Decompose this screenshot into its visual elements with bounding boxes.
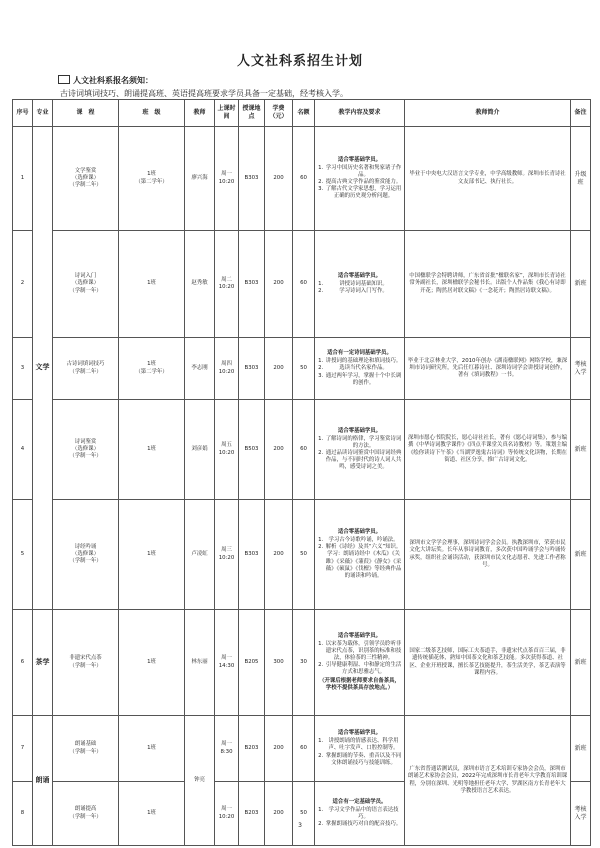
table-row — [13, 610, 591, 716]
cell-fee: 200 — [265, 400, 293, 500]
table-row — [13, 338, 591, 400]
cell-room: B203 — [239, 716, 265, 782]
cell-remark: 考核入学 — [571, 338, 591, 400]
cell-room: B203 — [239, 782, 265, 846]
cell-intro: 广东省普通话测试员，深圳市语言艺术培训专家协会会员，深圳市朗诵艺术家协会会员，2022年完成深圳市长青老年大学教育培训课程，分别在深圳、光明等地担任老年大学、罗湖区南方长青老年大学教授语言艺术表达。 — [405, 716, 571, 846]
cell-intro: 毕业于北京林业大学，2010年创办《湖南楹联网》网络学校，兼深圳市诗词研究所，先后任红暮诗社、深圳诗词学会讲授诗词创作，著有《填词教程》一书。 — [405, 338, 571, 400]
cell-teacher: 林东丽 — [185, 610, 215, 716]
header-room: 授课地点 — [239, 100, 265, 127]
cell-remark: 新班 — [571, 231, 591, 338]
cell-course: 诗词入门 （选修课） （学制一年） — [53, 231, 119, 338]
cell-course: 古诗词填词技巧 （学制二年） — [53, 338, 119, 400]
cell-no: 6 — [13, 610, 33, 716]
cell-intro: 国家二级茶艺技师，国际工夫茶道手，非遗宋代点茶首百三届，非遗传统插花体，熟知中国茶文化和茶艺技能。多次获得茶道、社区、企业开班授课，擅长茶艺技能提升，茶生活美学，茶艺表演等课程内容。 — [405, 610, 571, 716]
cell-time: 周四 10:20 — [215, 338, 239, 400]
table-row — [13, 127, 591, 231]
cell-course: 朗诵提高 （学制一年） — [53, 782, 119, 846]
cell-room: B205 — [239, 610, 265, 716]
cell-quota: 50 — [293, 338, 315, 400]
cell-teacher: 李志刚 — [185, 338, 215, 400]
content-heading: 适合零基础学员。 — [337, 427, 382, 434]
cell-no: 1 — [13, 127, 33, 231]
cell-time: 周一 10:20 — [215, 127, 239, 231]
cell-remark: 新班 — [571, 716, 591, 782]
table-row — [13, 500, 591, 610]
cell-content — [315, 338, 405, 400]
cell-quota: 60 — [293, 716, 315, 782]
enrollment-table — [12, 99, 591, 846]
cell-intro: 毕业于中央电大汉语言文学专业，中学高级教师。深圳市长青诗社文友部书记、执行社长。 — [405, 127, 571, 231]
content-item: 1. 学习古今诗歌吟诵，吟诵法。 — [325, 537, 402, 544]
content-list — [317, 436, 402, 471]
content-item: 1. 讲授诗词基础知识。 — [325, 281, 402, 288]
cell-no: 3 — [13, 338, 33, 400]
cell-time: 周一 14:30 — [215, 610, 239, 716]
cell-class: 1班 — [119, 716, 185, 782]
header-quota: 名额 — [293, 100, 315, 127]
cell-content — [315, 231, 405, 338]
header-teacher: 教师 — [185, 100, 215, 127]
content-item: 2. 掌握朗诵的节奏、重音以及不同文体朗诵技巧与技能训练。 — [325, 753, 402, 767]
header-content: 教学内容及要求 — [315, 100, 405, 127]
cell-course: 文学鉴赏 （选修课） （学制二年） — [53, 127, 119, 231]
page-title: 人文社科系招生计划 — [236, 54, 363, 69]
cell-remark: 新班 — [571, 610, 591, 716]
header-course: 课 程 — [53, 100, 119, 127]
content-heading: 适合零基础学员。 — [337, 730, 382, 737]
cell-time: 周一 10:20 — [215, 782, 239, 846]
notice-heading-text: 人文社科系报名须知： — [73, 76, 153, 85]
cell-teacher: 钟亮 — [185, 716, 215, 846]
cell-class: 1班 — [119, 231, 185, 338]
page-number: 3 — [298, 822, 302, 829]
cell-class: 1班 （第二学年） — [119, 338, 185, 400]
cell-teacher: 刘彦娟 — [185, 400, 215, 500]
header-time: 上课时间 — [215, 100, 239, 127]
content-list — [317, 281, 402, 295]
cell-major — [33, 127, 53, 610]
cell-quota: 60 — [293, 127, 315, 231]
content-list — [317, 537, 402, 579]
cell-course: 诗词鉴赏 （选修课） （学制一年） — [53, 400, 119, 500]
content-heading: 适合零基础学员。 — [337, 632, 382, 639]
cell-class: 1班 （第二学年） — [119, 127, 185, 231]
content-heading: 适合有一定诗词基础学员。 — [327, 350, 392, 357]
cell-class: 1班 — [119, 610, 185, 716]
cell-quota: 60 — [293, 231, 315, 338]
cell-teacher: 卢凌虹 — [185, 500, 215, 610]
content-item: 2. 引导健康利湿、中和静定的生活方式和思雅志气。 — [325, 662, 402, 676]
content-item: 2. 掌握朗诵技巧对自的配音技巧。 — [325, 821, 402, 828]
cell-time: 周二 10:20 — [215, 231, 239, 338]
notice-text: 古诗词填词技巧、朗诵提高班、英语提高班要求学员具备一定基础，经考核入学。 — [60, 89, 348, 98]
cell-time: 周五 10:20 — [215, 400, 239, 500]
cell-class: 1班 — [119, 782, 185, 846]
content-item: 1. 了解诗词的格律，学习鉴赏诗词的方法。 — [325, 436, 402, 450]
major-label: 茶学 — [35, 657, 50, 666]
content-item: 2. 通过品读诗词鉴赏中国诗词经典作品，与不同时代的诗人词人共鸣，感受诗词之美。 — [325, 450, 402, 471]
cell-major — [33, 610, 53, 716]
content-heading: 适合零基础学员。 — [337, 272, 382, 279]
cell-quota: 50 — [293, 782, 315, 846]
cell-teacher: 廖兴海 — [185, 127, 215, 231]
cell-remark: 新班 — [571, 400, 591, 500]
cell-room: B303 — [239, 338, 265, 400]
content-item: 1. 学习中国历史名著和隽家诸子作品。 — [325, 165, 402, 179]
table-header-row — [13, 100, 591, 127]
table-row — [13, 400, 591, 500]
cell-no: 2 — [13, 231, 33, 338]
cell-class: 1班 — [119, 500, 185, 610]
content-note: （开课后根据老师要求自备茶具，学校不提供茶具存放地点。） — [319, 678, 400, 692]
header-remark: 备注 — [571, 100, 591, 127]
cell-fee: 300 — [265, 610, 293, 716]
cell-content — [315, 610, 405, 716]
content-heading: 适合零基础学员。 — [337, 156, 382, 163]
content-item: 3. 了解古代文学家思想，学习运用正确的历史观分析问题。 — [325, 186, 402, 200]
cell-content — [315, 127, 405, 231]
content-item: 3. 通过两年学习，掌握十个中长调的创作。 — [325, 373, 402, 387]
header-intro: 教师简介 — [405, 100, 571, 127]
header-major: 专业 — [33, 100, 53, 127]
header-no: 序号 — [13, 100, 33, 127]
content-item: 1. 学习文学作品中的语言表达技巧。 — [325, 807, 402, 821]
table-row — [13, 716, 591, 782]
cell-fee: 200 — [265, 127, 293, 231]
cell-fee: 200 — [265, 782, 293, 846]
cell-remark: 新班 — [571, 500, 591, 610]
cell-content — [315, 782, 405, 846]
cell-room: B503 — [239, 400, 265, 500]
major-label: 朗诵 — [35, 775, 50, 784]
content-heading: 适合零基础学员。 — [337, 529, 382, 536]
cell-no: 8 — [13, 782, 33, 846]
cell-course: 朗诵基础 （学制一年） — [53, 716, 119, 782]
cell-fee: 200 — [265, 231, 293, 338]
cell-class: 1班 — [119, 400, 185, 500]
content-list — [317, 165, 402, 200]
cell-fee: 200 — [265, 338, 293, 400]
header-fee: 学费（元） — [265, 100, 293, 127]
cell-room: B303 — [239, 127, 265, 231]
cell-room: B303 — [239, 231, 265, 338]
cell-fee: 200 — [265, 716, 293, 782]
header-class: 班 级 — [119, 100, 185, 127]
cell-quota: 60 — [293, 400, 315, 500]
major-label: 文学 — [35, 363, 50, 372]
table-row — [13, 231, 591, 338]
cell-no: 5 — [13, 500, 33, 610]
content-item: 2. 学习诗词入门写作。 — [325, 288, 402, 295]
cell-content — [315, 500, 405, 610]
notice-heading — [58, 75, 153, 86]
cell-remark: 考核入学 — [571, 782, 591, 846]
cell-time: 周三 10:20 — [215, 500, 239, 610]
cell-remark: 升级班 — [571, 127, 591, 231]
cell-quota: 50 — [293, 500, 315, 610]
content-list — [317, 358, 402, 386]
cell-content — [315, 716, 405, 782]
content-item: 1. 以宋茶为载体，引领学员聆听非遗宋代点茶，识别茶的标准和技法，体验茶的三性精神。 — [325, 641, 402, 662]
content-heading: 适合有一定基础学员。 — [332, 798, 387, 805]
cell-teacher: 赵秀敏 — [185, 231, 215, 338]
cell-quota: 30 — [293, 610, 315, 716]
cell-no: 7 — [13, 716, 33, 782]
cell-course: 非遗宋代点茶 （学制一年） — [53, 610, 119, 716]
cell-room: B303 — [239, 500, 265, 610]
cell-intro: 深圳市愿心书院院长，愿心诗社社长，著有《愿心诗词集》，参与编撰《中华诗词教学课件》《四点半课堂关真名诗教材》等。策划主编《绘你读诗下午茶》《当湖罗逸鬼古诗词》等传统文化读物，长期在街道、社区分享，推广古诗词文化。 — [405, 400, 571, 500]
content-item: 2. 选读当代名家作品。 — [325, 365, 402, 372]
content-item: 2. 解析《诗经》及其“六义”知识。学习：朗诵诗经中《木瓜》《关雎》《采薇》《蒹葭》《静女》《采薇》《硕鼠》《伐檀》等经典作品的诵读和吟诵。 — [325, 544, 402, 579]
content-item: 1. 讲授词的基础理论和填词技巧。 — [325, 358, 402, 365]
cell-intro: 中国楹联学会特聘讲师，广东省首批“楹联名家”，深圳市长青诗社常务副社长，深圳楹联学会秘书长。出版个人作品集《我心有诗即开花；陶然居对联文稿》《一念花开；陶然居诗联文稿》。 — [405, 231, 571, 338]
cell-fee: 200 — [265, 500, 293, 610]
content-item: 2. 提高古典文学作品的鉴赏能力。 — [325, 179, 402, 186]
cell-no: 4 — [13, 400, 33, 500]
content-item: 1. 讲授朗诵的情感表达、科学用声、吐字发声、口腔控制等。 — [325, 738, 402, 752]
cell-content — [315, 400, 405, 500]
content-list — [317, 641, 402, 676]
cell-time: 周一 8:30 — [215, 716, 239, 782]
content-list — [317, 738, 402, 766]
cell-course: 诗经吟诵 （选修课） （学制一年） — [53, 500, 119, 610]
cell-intro: 深圳市文学学会理事，深圳诗词学会会员。执教深圳市，荣获市民文化大讲坛奖。长年从事诗词教育，多次获中国吟诵学会与吟诵传承奖，组织社会诵读活动，获深圳市民文化志愿者、先进工作者称号。 — [405, 500, 571, 610]
book-icon — [58, 75, 70, 84]
